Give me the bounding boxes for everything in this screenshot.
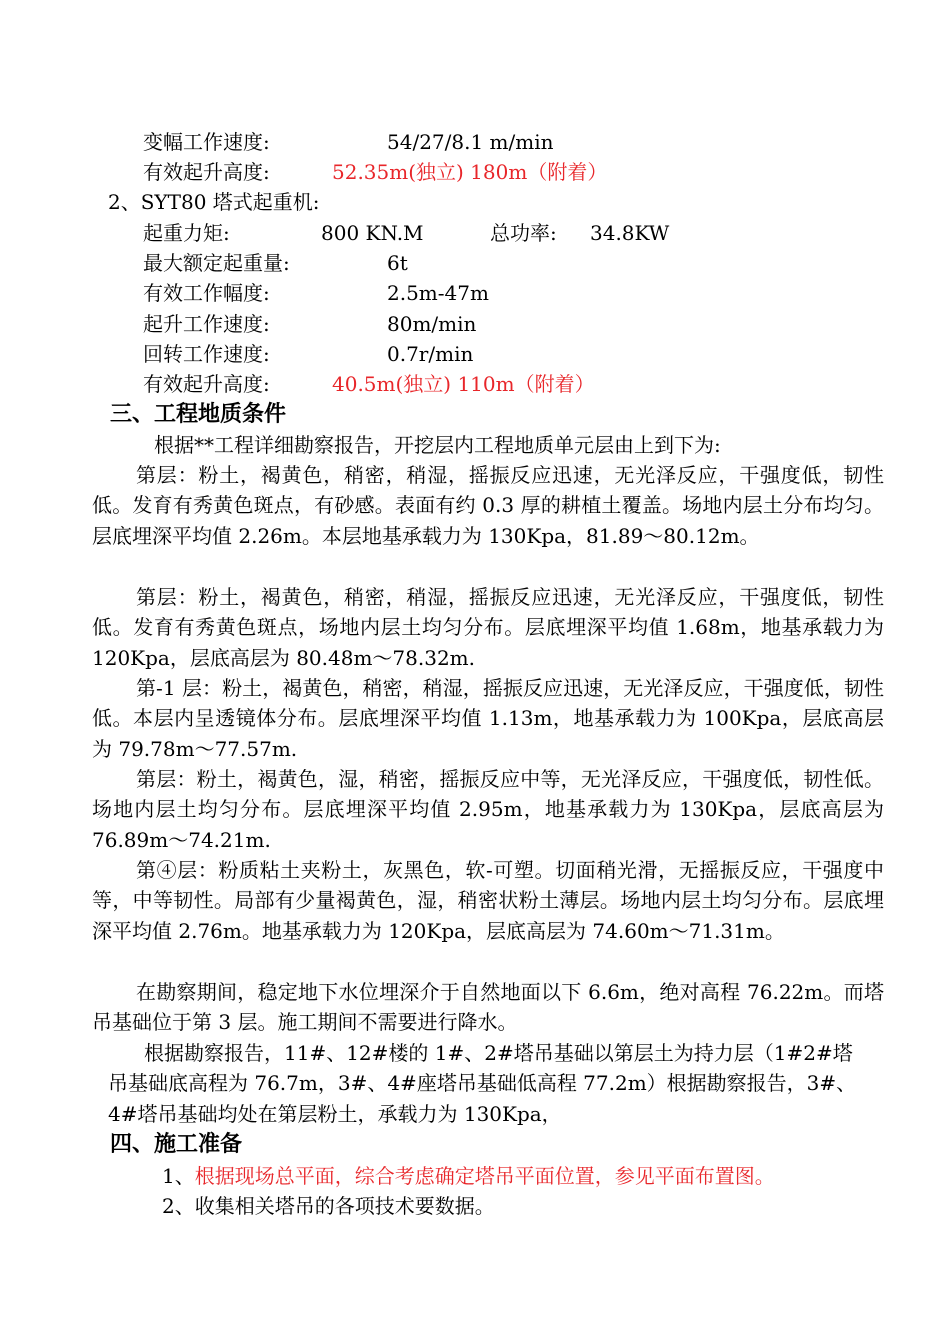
spec-label: 有效工作幅度: (143, 281, 270, 305)
spec-label: 回转工作速度: (143, 342, 270, 366)
spec-value: 80m/min (387, 312, 477, 336)
spec-value: 0.7r/min (387, 342, 474, 366)
crane2-title: 2、SYT80 塔式起重机: (108, 190, 320, 214)
spec-label: 最大额定起重量: (143, 251, 290, 275)
list-item-highlight: 根据现场总平面，综合考虑确定塔吊平面位置，参见平面布置图。 (194, 1164, 775, 1188)
spec-label: 有效起升高度: (143, 160, 270, 184)
foundation-paragraph: 根据勘察报告，11#、12#楼的 1#、2#塔吊基础以第层土为持力层（1#2#塔吊基础底高程为 76.7m，3#、4#座塔吊基础低高程 77.2m）根据勘察报告，3#、4#塔吊基础均处在第层粉土，承载力为 130Kpa， (108, 1041, 857, 1126)
layer-paragraph-2: 第层：粉土，褐黄色，稍密，稍湿，摇振反应迅速，无光泽反应，干强度低，韧性低。发育有秀黄色斑点，场地内层土均匀分布。层底埋深平均值 1.68m，地基承载力为 120Kpa，层底高层为 80.48m～78.32m. (92, 585, 884, 670)
list-item-number: 1、 (162, 1164, 195, 1188)
layer-paragraph-5: 第④层：粉质粘土夹粉土，灰黑色，软-可塑。切面稍光滑，无摇振反应，干强度中等，中等韧性。局部有少量褐黄色，湿，稍密状粉土薄层。场地内层土均匀分布。层底埋深平均值 2.76m。地基承载力为 120Kpa，层底高层为 74.60m～71.31m。 (92, 858, 884, 943)
spec-label: 总功率: (490, 221, 557, 245)
section-heading: 四、施工准备 (110, 1132, 243, 1157)
spec-value-highlight: 52.35m(独立) 180m（附着） (332, 160, 608, 184)
spec-label: 有效起升高度: (143, 372, 270, 396)
list-item-text: 2、收集相关塔吊的各项技术要数据。 (162, 1194, 495, 1218)
spec-value: 6t (387, 251, 408, 275)
list-item-text (162, 1164, 775, 1188)
spec-label: 起重力矩: (143, 221, 230, 245)
spec-value: 2.5m-47m (387, 281, 489, 305)
layer-paragraph-3: 第-1 层：粉土，褐黄色，稍密，稍湿，摇振反应迅速，无光泽反应，干强度低，韧性低。本层内呈透镜体分布。层底埋深平均值 1.13m，地基承载力为 100Kpa，层底高层为 79.78m～77.57m. (92, 676, 884, 761)
groundwater-paragraph: 在勘察期间，稳定地下水位埋深介于自然地面以下 6.6m，绝对高程 76.22m。而塔吊基础位于第 3 层。施工期间不需要进行降水。 (92, 980, 884, 1035)
layer-paragraph-4: 第层：粉土，褐黄色，湿，稍密，摇振反应中等，无光泽反应，干强度低，韧性低。场地内层土均匀分布。层底埋深平均值 2.95m，地基承载力为 130Kpa，层底高层为 76.89m～74.21m. (92, 767, 884, 852)
spec-value: 800 KN.M (321, 221, 424, 245)
spec-value-highlight: 40.5m(独立) 110m（附着） (332, 372, 595, 396)
section-heading: 三、工程地质条件 (110, 402, 287, 427)
spec-label: 变幅工作速度: (143, 130, 270, 154)
intro-text: 根据**工程详细勘察报告，开挖层内工程地质单元层由上到下为: (154, 433, 721, 457)
layer-paragraph-1: 第层：粉土，褐黄色，稍密，稍湿，摇振反应迅速，无光泽反应，干强度低，韧性低。发育有秀黄色斑点，有砂感。表面有约 0.3 厚的耕植土覆盖。场地内层土分布均匀。层底埋深平均值 2.26m。本层地基承载力为 130Kpa，81.89～80.12m。 (92, 463, 884, 548)
spec-value: 34.8KW (590, 221, 670, 245)
spec-label: 起升工作速度: (143, 312, 270, 336)
spec-value: 54/27/8.1 m/min (387, 130, 554, 154)
